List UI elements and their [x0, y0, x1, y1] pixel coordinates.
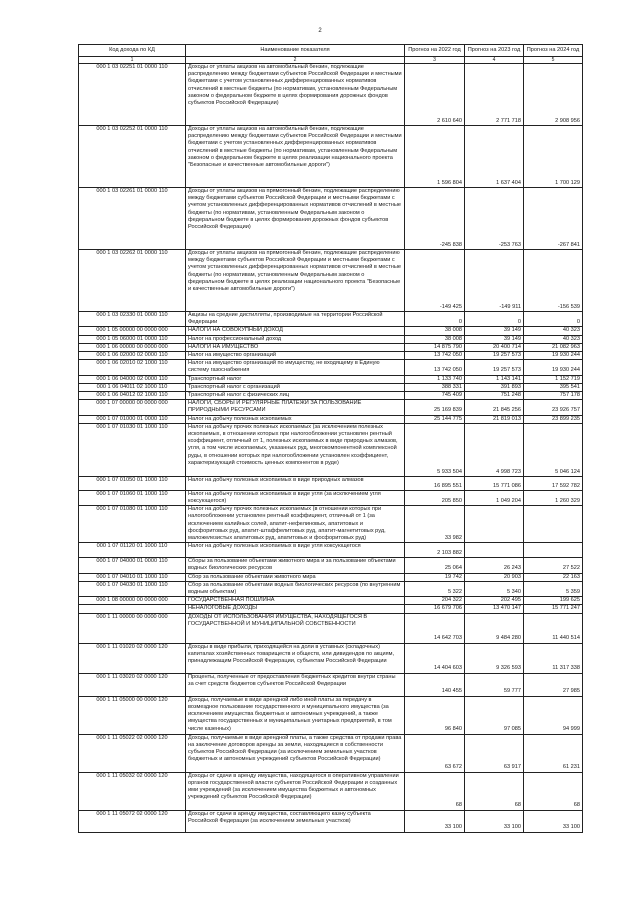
header-2022: Прогноз на 2022 год [405, 45, 465, 57]
row-value-2023: 21 845 256 [465, 400, 524, 415]
row-value-2022: 205 850 [405, 490, 465, 505]
row-code: 000 1 07 04000 01 0000 110 [79, 558, 186, 573]
row-value-2022: 33 100 [405, 810, 465, 832]
row-value-2024: 395 541 [524, 383, 583, 391]
row-value-2023: 0 [465, 312, 524, 327]
table-row [79, 696, 583, 734]
row-name: ДОХОДЫ ОТ ИСПОЛЬЗОВАНИЯ ИМУЩЕСТВА, НАХОДЯЩЕГОСЯ В ГОСУДАРСТВЕННОЙ И МУНИЦИПАЛЬНОЙ СОБСТВЕННОСТИ [186, 613, 405, 643]
row-value-2023: 2 771 718 [465, 64, 524, 126]
row-name: НЕНАЛОГОВЫЕ ДОХОДЫ [186, 605, 405, 613]
row-value-2023: 20 400 714 [465, 343, 524, 351]
table-row [79, 312, 583, 327]
row-value-2022: 1 596 804 [405, 126, 465, 188]
row-value-2024: -267 841 [524, 188, 583, 250]
table-row [79, 415, 583, 423]
row-name: Доходы от уплаты акцизов на автомобильный бензин, подлежащие распределению между бюджетами субъектов Российской Федерации и местными бюджетами с учетом установленных дифференцированных нормативов отчислений в местные бюджеты (по нормативам, установленным Федеральным законом о федеральном бюджете в целях формирования дорожных фондов субъектов Российской Федерации) [186, 64, 405, 126]
row-name: Налог на профессиональный доход [186, 335, 405, 343]
row-value-2024: 15 771 247 [524, 605, 583, 613]
table-row [79, 573, 583, 581]
row-value-2023: 9 484 280 [465, 613, 524, 643]
row-name: НАЛОГИ НА СОВОКУПНЫЙ ДОХОД [186, 327, 405, 335]
row-value-2022: -245 838 [405, 188, 465, 250]
row-value-2023: 1 143 141 [465, 375, 524, 383]
row-value-2022: 14 875 790 [405, 343, 465, 351]
row-code: 000 1 03 02330 01 0000 110 [79, 312, 186, 327]
row-value-2024: 11 317 338 [524, 643, 583, 673]
row-value-2022: 5 322 [405, 581, 465, 596]
row-value-2024 [524, 543, 583, 558]
row-code: 000 1 11 03020 02 0000 120 [79, 673, 186, 696]
row-code: 000 1 08 00000 00 0000 000 [79, 597, 186, 605]
row-value-2023: 33 100 [465, 810, 524, 832]
row-name: Доходы, получаемые в виде арендной платы, а также средства от продажи права на заключение договоров аренды за земли, находящиеся в собственности субъектов Российской Федерации (за исключением земельных участков бюджетных и автономных учреждений субъектов Российской Федерации) [186, 734, 405, 772]
table-row [79, 126, 583, 188]
row-value-2022: 19 742 [405, 573, 465, 581]
table-row [79, 643, 583, 673]
row-code: 000 1 06 02010 02 1000 110 [79, 360, 186, 375]
row-code: 000 1 11 00000 00 0000 000 [79, 613, 186, 643]
row-value-2023: 202 495 [465, 597, 524, 605]
header-2023: Прогноз на 2023 год [465, 45, 524, 57]
column-number: 2 [186, 57, 405, 64]
table-row [79, 250, 583, 312]
row-value-2022: 38 008 [405, 335, 465, 343]
row-name: НАЛОГИ НА ИМУЩЕСТВО [186, 343, 405, 351]
row-value-2024: 19 930 244 [524, 352, 583, 360]
row-value-2023: 20 903 [465, 573, 524, 581]
row-value-2022: 14 404 603 [405, 643, 465, 673]
row-value-2024: 5 359 [524, 581, 583, 596]
row-code: 000 1 06 04000 02 0000 110 [79, 375, 186, 383]
row-value-2022: 96 840 [405, 696, 465, 734]
row-value-2023: 21 819 013 [465, 415, 524, 423]
row-value-2022: 2 103 882 [405, 543, 465, 558]
column-number: 1 [79, 57, 186, 64]
table-row [79, 506, 583, 543]
table-row [79, 360, 583, 375]
row-value-2024: 757 178 [524, 392, 583, 400]
row-value-2022: 2 610 640 [405, 64, 465, 126]
row-value-2023: 5 340 [465, 581, 524, 596]
row-code: 000 1 07 01060 01 1000 110 [79, 490, 186, 505]
table-header-row [79, 45, 583, 57]
table-row [79, 605, 583, 613]
row-value-2024: 22 163 [524, 573, 583, 581]
row-value-2024: 27 985 [524, 673, 583, 696]
column-number-row [79, 57, 583, 64]
row-code: 000 1 05 00000 00 0000 000 [79, 327, 186, 335]
row-name: Налог на добычу полезных ископаемых в виде угля (за исключением угля коксующегося) [186, 490, 405, 505]
row-code: 000 1 07 01120 01 1000 110 [79, 543, 186, 558]
header-2024: Прогноз на 2024 год [524, 45, 583, 57]
row-value-2023: 1 049 204 [465, 490, 524, 505]
table-row [79, 64, 583, 126]
row-value-2024: 199 625 [524, 597, 583, 605]
row-code: 000 1 11 05000 00 0000 120 [79, 696, 186, 734]
row-name: Доходы от уплаты акцизов на автомобильный бензин, подлежащие распределению между бюджетами субъектов Российской Федерации и местными бюджетами с учетом установленных дифференцированных нормативов отчислений в местные бюджеты (по нормативам, установленным Федеральным законом о федеральном бюджете в целях реализации национального проекта "Безопасные и качественные автомобильные дороги") [186, 126, 405, 188]
row-code [79, 605, 186, 613]
row-value-2022: 0 [405, 312, 465, 327]
row-value-2024: -156 539 [524, 250, 583, 312]
table-body [79, 64, 583, 833]
row-code: 000 1 07 00000 00 0000 000 [79, 400, 186, 415]
row-value-2023: 59 777 [465, 673, 524, 696]
row-code: 000 1 03 02252 01 0000 110 [79, 126, 186, 188]
row-code: 000 1 03 02261 01 0000 110 [79, 188, 186, 250]
table-row [79, 383, 583, 391]
row-value-2024: 5 046 124 [524, 423, 583, 476]
row-code: 000 1 07 01030 01 1000 110 [79, 423, 186, 476]
table-row [79, 772, 583, 810]
table-row [79, 476, 583, 490]
row-value-2023: 26 243 [465, 558, 524, 573]
row-value-2022: 63 672 [405, 734, 465, 772]
table-row [79, 352, 583, 360]
row-code: 000 1 11 05072 02 0000 120 [79, 810, 186, 832]
table-row [79, 581, 583, 596]
table-row [79, 327, 583, 335]
table-row [79, 734, 583, 772]
table-row [79, 673, 583, 696]
revenue-forecast-table [78, 44, 583, 833]
row-name: Доходы от сдачи в аренду имущества, находящегося в оперативном управлении органов государственной власти субъектов Российской Федерации и созданных ими учреждений (за исключением имущества бюджетных и автономных учреждений субъектов Российской Федерации) [186, 772, 405, 810]
row-value-2024: 61 231 [524, 734, 583, 772]
row-value-2023: 39 149 [465, 327, 524, 335]
row-value-2022: 16 679 706 [405, 605, 465, 613]
row-code: 000 1 06 04012 02 1000 110 [79, 392, 186, 400]
row-value-2023 [465, 506, 524, 543]
row-value-2024: 21 082 963 [524, 343, 583, 351]
row-code: 000 1 07 04010 01 1000 110 [79, 573, 186, 581]
row-value-2023: -253 763 [465, 188, 524, 250]
row-value-2022: 16 895 551 [405, 476, 465, 490]
row-value-2023: 13 470 147 [465, 605, 524, 613]
row-name: Налог на имущество организаций [186, 352, 405, 360]
row-code: 000 1 07 04030 01 1000 110 [79, 581, 186, 596]
row-code: 000 1 11 01020 02 0000 120 [79, 643, 186, 673]
row-name: Доходы от уплаты акцизов на прямогонный бензин, подлежащие распределению между бюджетами субъектов Российской Федерации и местными бюджетами с учетом установленных дифференцированных нормативов отчислений в местные бюджеты (по нормативам, установленным Федеральным законом о федеральном бюджете в целях реализации национального проекта "Безопасные и качественные автомобильные дороги") [186, 250, 405, 312]
row-value-2024: 2 908 956 [524, 64, 583, 126]
row-value-2023: 1 637 404 [465, 126, 524, 188]
row-value-2024: 0 [524, 312, 583, 327]
row-value-2022: 388 331 [405, 383, 465, 391]
row-value-2024: 19 930 244 [524, 360, 583, 375]
row-code: 000 1 06 00000 00 0000 000 [79, 343, 186, 351]
row-name: Транспортный налог [186, 375, 405, 383]
row-code: 000 1 06 04011 02 1000 110 [79, 383, 186, 391]
row-code: 000 1 06 02000 02 0000 110 [79, 352, 186, 360]
row-value-2024: 27 522 [524, 558, 583, 573]
row-value-2024: 94 999 [524, 696, 583, 734]
row-value-2022: 13 742 050 [405, 360, 465, 375]
row-name: Доходы от сдачи в аренду имущества, составляющего казну субъекта Российской Федерации (за исключением земельных участков) [186, 810, 405, 832]
row-code: 000 1 07 01050 01 1000 110 [79, 476, 186, 490]
row-name: Сборы за пользование объектами животного мира и за пользование объектами водных биологических ресурсов [186, 558, 405, 573]
row-value-2022: 25 064 [405, 558, 465, 573]
row-value-2022: 68 [405, 772, 465, 810]
row-value-2022: 1 133 740 [405, 375, 465, 383]
table-row [79, 400, 583, 415]
row-value-2022: 745 409 [405, 392, 465, 400]
row-value-2024: 23 926 757 [524, 400, 583, 415]
row-name: Акцизы на средние дистилляты, производимые на территории Российской Федерации [186, 312, 405, 327]
row-value-2022: 38 008 [405, 327, 465, 335]
row-code: 000 1 07 01000 01 0000 110 [79, 415, 186, 423]
row-value-2024: 1 700 129 [524, 126, 583, 188]
header-name: Наименование показателя [186, 45, 405, 57]
table-row [79, 423, 583, 476]
row-value-2022: 33 982 [405, 506, 465, 543]
row-value-2022: 140 455 [405, 673, 465, 696]
table-row [79, 335, 583, 343]
row-value-2024: 33 100 [524, 810, 583, 832]
row-name: Транспортный налог с организаций [186, 383, 405, 391]
row-name: Сбор за пользование объектами животного мира [186, 573, 405, 581]
table-row [79, 490, 583, 505]
row-value-2024: 1 260 329 [524, 490, 583, 505]
row-value-2023: 39 149 [465, 335, 524, 343]
row-value-2022: 25 169 839 [405, 400, 465, 415]
row-value-2022: 204 322 [405, 597, 465, 605]
row-name: Сбор за пользование объектами водных биологических ресурсов (по внутренним водным объектам) [186, 581, 405, 596]
row-code: 000 1 11 05032 02 0000 120 [79, 772, 186, 810]
row-name: Налог на добычу прочих полезных ископаемых (в отношении которых при налогообложении установлен рентный коэффициент, отличный от 1 (за исключением калийных солей, апатит-нефелиновых, апатитовых и фосфоритовых руд, апатит-штаффелитовых руд, апатит-магнетитовых руд, маложелезистых апатитовых руд, апатитовых и фосфоритовых руд) [186, 506, 405, 543]
row-code: 000 1 11 05022 02 0000 120 [79, 734, 186, 772]
row-value-2023: 68 [465, 772, 524, 810]
row-name: Налог на добычу полезных ископаемых в виде природных алмазов [186, 476, 405, 490]
row-code: 000 1 03 02251 01 0000 110 [79, 64, 186, 126]
column-number: 4 [465, 57, 524, 64]
row-value-2023: 19 257 573 [465, 352, 524, 360]
row-name: Доходы в виде прибыли, приходящейся на доли в уставных (складочных) капиталах хозяйственных товариществ и обществ, или дивидендов по акциям, принадлежащим Российской Федерации, субъектам Российской Федерации [186, 643, 405, 673]
row-value-2023: 63 917 [465, 734, 524, 772]
table-row [79, 558, 583, 573]
row-name: ГОСУДАРСТВЕННАЯ ПОШЛИНА [186, 597, 405, 605]
row-value-2024: 40 323 [524, 327, 583, 335]
row-value-2022: 13 742 050 [405, 352, 465, 360]
column-number: 3 [405, 57, 465, 64]
row-value-2023: -149 911 [465, 250, 524, 312]
table-row [79, 597, 583, 605]
row-name: Налог на добычу полезных ископаемых [186, 415, 405, 423]
row-value-2023: 391 893 [465, 383, 524, 391]
row-code: 000 1 05 06000 01 0000 110 [79, 335, 186, 343]
table-row [79, 343, 583, 351]
row-name: Доходы, получаемые в виде арендной либо иной платы за передачу в возмездное пользование государственного и муниципального имущества (за исключением имущества бюджетных и автономных учреждений, а также имущества государственных и муниципальных унитарных предприятий, в том числе казенных) [186, 696, 405, 734]
row-value-2024: 17 592 782 [524, 476, 583, 490]
row-value-2024: 68 [524, 772, 583, 810]
row-value-2022: 14 642 703 [405, 613, 465, 643]
row-value-2024: 23 899 235 [524, 415, 583, 423]
header-code: Код дохода по КД [79, 45, 186, 57]
row-value-2023: 97 085 [465, 696, 524, 734]
row-value-2024: 11 440 514 [524, 613, 583, 643]
table-row [79, 613, 583, 643]
row-value-2023: 9 326 593 [465, 643, 524, 673]
row-value-2024: 1 152 719 [524, 375, 583, 383]
row-code: 000 1 07 01080 01 1000 110 [79, 506, 186, 543]
row-name: Доходы от уплаты акцизов на прямогонный бензин, подлежащие распределению между бюджетами субъектов Российской Федерации и местными бюджетами с учетом установленных дифференцированных нормативов отчислений в местные бюджеты (по нормативам, установленным Федеральным законом о федеральном бюджете в целях формирования дорожных фондов субъектов Российской Федерации) [186, 188, 405, 250]
row-name: НАЛОГИ, СБОРЫ И РЕГУЛЯРНЫЕ ПЛАТЕЖИ ЗА ПОЛЬЗОВАНИЕ ПРИРОДНЫМИ РЕСУРСАМИ [186, 400, 405, 415]
row-value-2023: 15 771 086 [465, 476, 524, 490]
row-name: Налог на имущество организаций по имуществу, не входящему в Единую систему газоснабжения [186, 360, 405, 375]
row-value-2022: -149 425 [405, 250, 465, 312]
row-value-2022: 25 144 775 [405, 415, 465, 423]
row-name: Транспортный налог с физических лиц [186, 392, 405, 400]
row-value-2024: 40 323 [524, 335, 583, 343]
row-value-2023: 19 257 573 [465, 360, 524, 375]
row-value-2023 [465, 543, 524, 558]
table-row [79, 392, 583, 400]
row-value-2024 [524, 506, 583, 543]
row-name: Проценты, полученные от предоставления бюджетных кредитов внутри страны за счет средств бюджетов субъектов Российской Федерации [186, 673, 405, 696]
table-row [79, 810, 583, 832]
page-number: 2 [318, 28, 322, 34]
table-row [79, 188, 583, 250]
row-name: Налог на добычу прочих полезных ископаемых (за исключением полезных ископаемых, в отношении которых при налогообложении установлен рентный коэффициент, отличный от 1, полезных ископаемых в виде природных алмазов, угля, а том числе ископаемых, указанных руд, многокомпонентной комплексной руды, в отношении которых при налогообложении установлен коэффициент, характеризующий стоимость ценных компонентов в руде) [186, 423, 405, 476]
row-value-2023: 751 248 [465, 392, 524, 400]
row-name: Налог на добычу полезных ископаемых в виде угля коксующегося [186, 543, 405, 558]
row-value-2022: 5 933 504 [405, 423, 465, 476]
row-value-2023: 4 998 723 [465, 423, 524, 476]
column-number: 5 [524, 57, 583, 64]
row-code: 000 1 03 02262 01 0000 110 [79, 250, 186, 312]
table-row [79, 375, 583, 383]
table-row [79, 543, 583, 558]
